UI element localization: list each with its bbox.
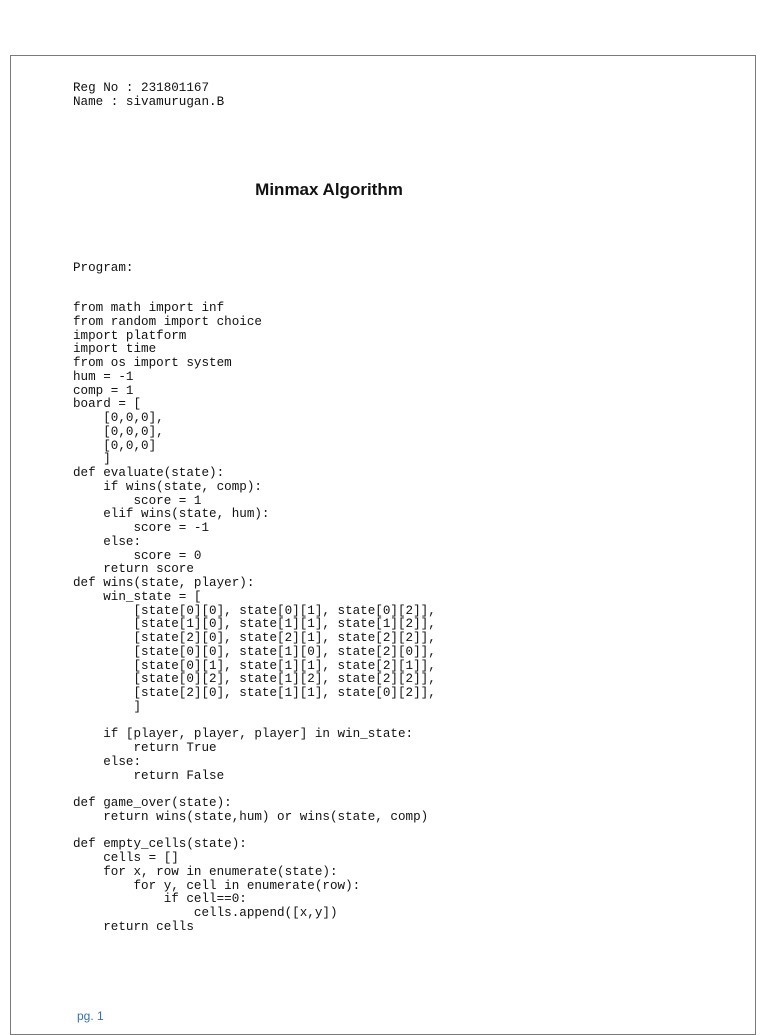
program-label: Program: <box>73 261 134 275</box>
student-name: Name : sivamurugan.B <box>73 95 225 109</box>
document-title: Minmax Algorithm <box>255 180 403 199</box>
reg-number: Reg No : 231801167 <box>73 81 210 95</box>
student-info <box>73 81 224 109</box>
document-page <box>10 55 756 1035</box>
page-number: pg. 1 <box>77 1009 104 1023</box>
code-listing: from math import inf from random import choice import platform import time from os import system hum = -1 comp = 1 board = [ [0,0,0], [0,0,0], [0,0,0] ] def evaluate(state): if wins(state, comp): score = 1 elif wins(state, hum): score = -1 else: score = 0 return score def wins(state, player): win_state = [ [state[0][0], state[0][1], state[0][2]], [state[1][0], state[1][1], state[1][2]], [state[2][0], state[2][1], state[2][2]], [state[0][0], state[1][0], state[2][0]], [state[0][1], state[1][1], state[2][1]], [state[0][2], state[1][2], state[2][2]], [state[2][0], state[1][1], state[0][2]], ] if [player, player, player] in win_state: return True else: return False def game_over(state): return wins(state,hum) or wins(state, comp) def empty_cells(state): cells = [] for x, row in enumerate(state): for y, cell in enumerate(row): if cell==0: cells.append([x,y]) return cells <box>73 301 436 934</box>
